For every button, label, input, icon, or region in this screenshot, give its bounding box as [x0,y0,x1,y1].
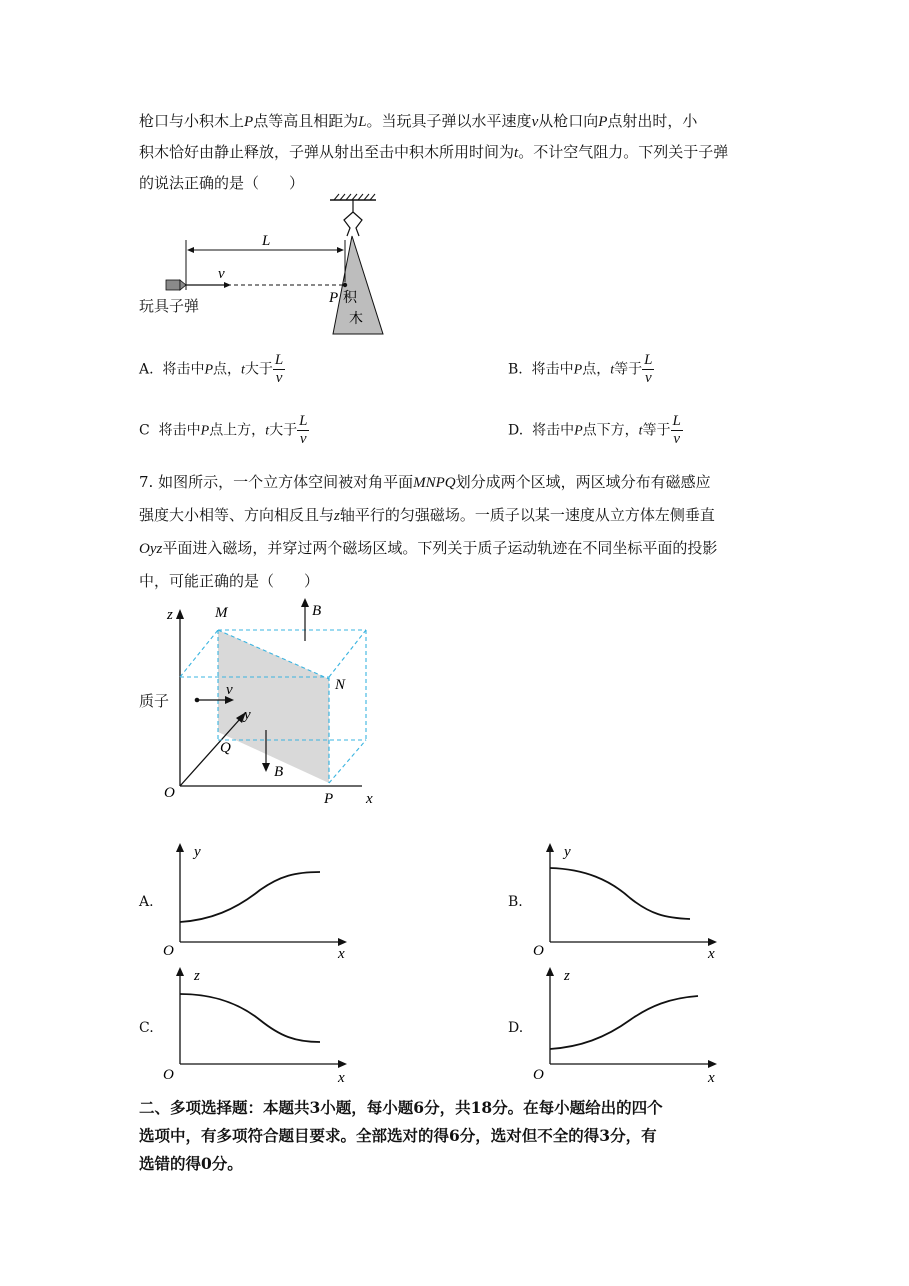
q6-option-c[interactable]: C 将击中P点上方，t大于 $\frac{L}{v}$ [139,413,308,447]
trajectory-curve [180,994,320,1042]
label-l: L [262,233,271,249]
label-m: M [215,605,228,621]
axis-label-y: y [564,844,571,860]
trajectory-curve [550,868,690,919]
q7-graph-b[interactable] [530,838,730,962]
label-b-top: B [312,603,322,619]
block-label-1: 积 [343,290,357,306]
fraction-l-over-v: $\frac{L}{v}$ [299,413,308,447]
label-v: v [218,266,225,282]
plane-mnpq [218,630,329,783]
section-2-line-3: 选错的得0分。 [139,1154,243,1173]
label-p: P [324,791,334,807]
q6-option-a[interactable]: A. 将击中P点，t大于 $\frac{L}{v}$ [139,352,284,386]
gun-label: 玩具子弹 [139,297,200,315]
q7-option-b-letter[interactable]: B. [508,894,523,910]
fraction-l-over-v: $\frac{L}{v}$ [274,352,284,386]
q7-stem-line-2: 强度大小相等、方向相反且与z轴平行的匀强磁场。一质子以某一速度从立方体左侧垂直 [139,506,715,524]
q7-option-c-letter[interactable]: C. [139,1020,154,1036]
q6-stem-line-3: 的说法正确的是（ ） [139,174,305,192]
axis-label-x: x [338,1070,345,1086]
label-n: N [335,677,346,693]
toy-bullet [166,280,180,290]
axis-label-x: x [708,946,715,962]
q6-option-b[interactable]: B. 将击中P点，t等于 $\frac{L}{v}$ [508,352,653,386]
label-x: x [366,791,373,807]
label-o: O [164,785,175,801]
trajectory-curve [550,996,698,1049]
q6-stem [139,106,779,198]
q7-option-d-letter[interactable]: D. [508,1020,524,1036]
q6-figure [130,192,410,342]
q7-stem [139,466,779,597]
label-b-bottom: B [274,764,284,780]
section-2-line-1: 二、多项选择题：本题共3小题，每小题6分，共18分。在每小题给出的四个 [139,1098,663,1117]
origin-label: O [533,943,544,959]
label-z: z [167,607,173,623]
q7-graph-d[interactable] [530,962,730,1086]
origin-label: O [163,1067,174,1083]
fraction-l-over-v: $\frac{L}{v}$ [644,352,653,386]
label-v: v [226,682,233,698]
q6-stem-line-2: 积木恰好由静止释放，子弹从射出至击中积木所用时间为t。不计空气阻力。下列关于子弹 [139,143,729,161]
section-2-line-2: 选项中，有多项符合题目要求。全部选对的得6分，选对但不全的得3分，有 [139,1126,657,1145]
q7-graph-a[interactable] [160,838,360,962]
q7-stem-line-1: 7. 如图所示，一个立方体空间被对角平面MNPQ划分成两个区域，两区域分布有磁感应 [139,473,711,491]
q6-stem-line-1: 枪口与小积木上P点等高且相距为L。当玩具子弹以水平速度v从枪口向P点射出时，小 [139,112,698,130]
point-p [343,283,347,287]
q7-stem-line-4: 中，可能正确的是（ ） [139,572,320,590]
q7-option-a-letter[interactable]: A. [139,894,154,910]
q7-cube-figure [130,595,400,815]
trajectory-curve [180,872,320,922]
axis-label-x: x [338,946,345,962]
q7-stem-line-3: Oyz平面进入磁场，并穿过两个磁场区域。下列关于质子运动轨迹在不同坐标平面的投影 [139,539,718,557]
label-p: P [329,290,339,306]
axis-label-y: y [194,844,201,860]
block-label-2: 木 [349,311,363,327]
axis-label-z: z [194,968,200,984]
section-2-heading [139,1094,779,1178]
q7-graph-c[interactable] [160,962,360,1086]
proton-label: 质子 [139,692,170,710]
axis-label-z: z [564,968,570,984]
origin-label: O [533,1067,544,1083]
q6-option-d[interactable]: D. 将击中P点下方，t等于 $\frac{L}{v}$ [508,413,681,447]
origin-label: O [163,943,174,959]
label-q: Q [220,740,231,756]
label-y: y [244,707,251,723]
fraction-l-over-v: $\frac{L}{v}$ [672,413,681,447]
axis-label-x: x [708,1070,715,1086]
